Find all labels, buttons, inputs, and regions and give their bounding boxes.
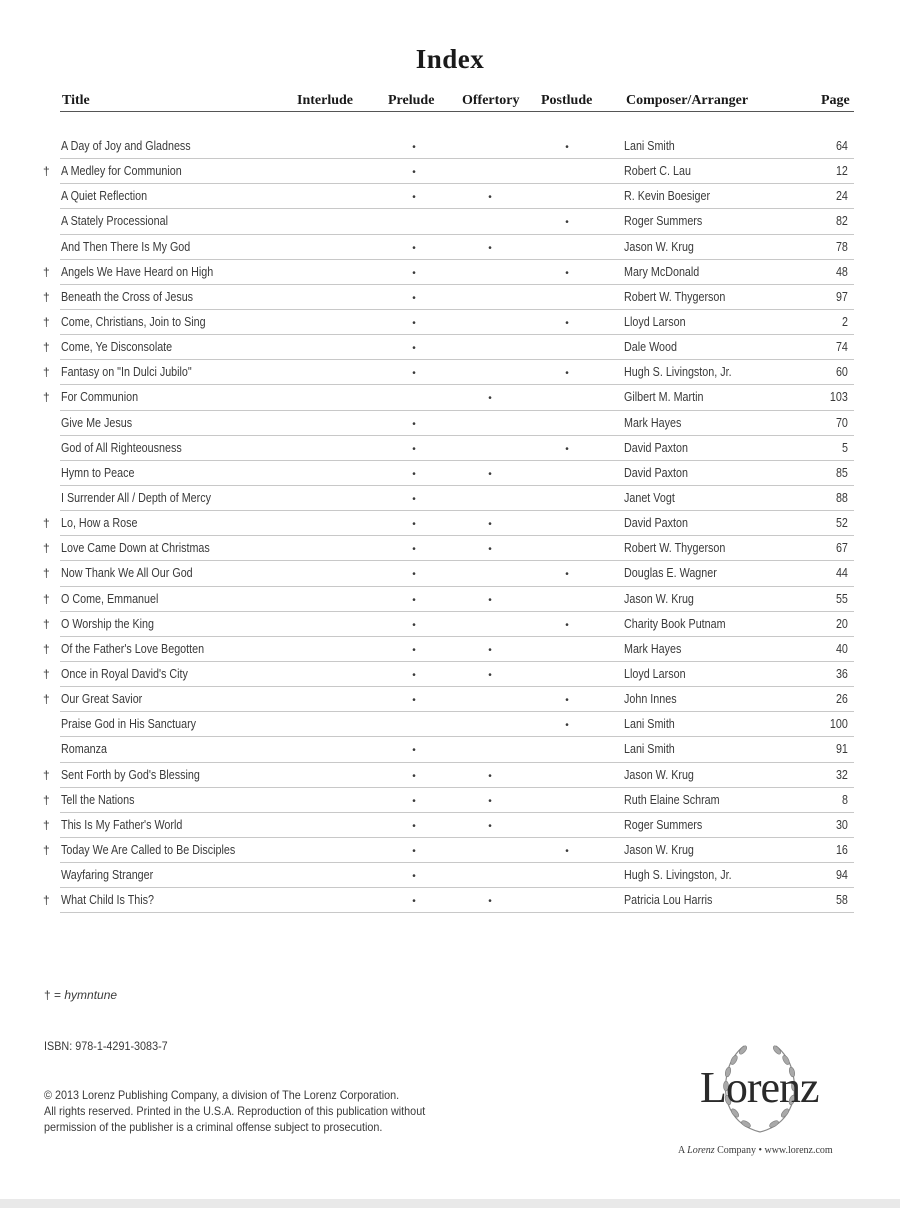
header-interlude: Interlude	[297, 93, 353, 108]
row-page: 32	[836, 767, 848, 782]
copyright-line: All rights reserved. Printed in the U.S.A. Reproduction of this publication without	[44, 1104, 426, 1118]
row-title: Angels We Have Heard on High	[61, 264, 214, 279]
header-offertory: Offertory	[462, 93, 520, 108]
prelude-mark: •	[412, 493, 416, 505]
hymntune-dagger: †	[43, 516, 50, 531]
prelude-mark: •	[412, 896, 416, 908]
offertory-mark: •	[488, 795, 492, 807]
postlude-mark: •	[565, 267, 569, 279]
table-row	[40, 235, 854, 260]
prelude-mark: •	[412, 594, 416, 606]
hymntune-dagger: †	[43, 616, 50, 631]
offertory-mark: •	[488, 242, 492, 254]
row-page: 36	[836, 666, 848, 681]
offertory-mark: •	[488, 770, 492, 782]
prelude-mark: •	[412, 569, 416, 581]
tagline-brand: Lorenz	[687, 1145, 715, 1156]
hymntune-dagger: †	[43, 641, 50, 656]
prelude-mark: •	[412, 242, 416, 254]
row-composer: Douglas E. Wagner	[624, 566, 717, 581]
row-composer: Patricia Lou Harris	[624, 893, 713, 908]
table-row	[40, 486, 854, 511]
hymntune-dagger: †	[43, 164, 50, 179]
copyright-line: © 2013 Lorenz Publishing Company, a division of The Lorenz Corporation.	[44, 1088, 400, 1102]
postlude-mark: •	[565, 695, 569, 707]
row-composer: Mary McDonald	[624, 264, 700, 279]
postlude-mark: •	[565, 317, 569, 329]
row-title: A Day of Joy and Gladness	[61, 139, 191, 153]
row-composer: Gilbert M. Martin	[624, 390, 704, 405]
prelude-mark: •	[412, 443, 416, 455]
hymntune-dagger: †	[43, 666, 50, 681]
postlude-mark: •	[565, 720, 569, 732]
offertory-mark: •	[488, 544, 492, 556]
row-composer: Hugh S. Livingston, Jr.	[624, 365, 732, 380]
postlude-mark: •	[565, 443, 569, 455]
row-title: Hymn to Peace	[61, 465, 135, 480]
row-page: 16	[836, 842, 848, 857]
prelude-mark: •	[412, 519, 416, 531]
prelude-mark: •	[412, 669, 416, 681]
row-title: O Come, Emmanuel	[61, 591, 159, 606]
row-composer: David Paxton	[624, 465, 688, 480]
copyright-notice	[44, 1087, 425, 1135]
row-page: 60	[836, 365, 848, 380]
table-row	[40, 285, 854, 310]
row-composer: David Paxton	[624, 516, 688, 531]
prelude-mark: •	[412, 192, 416, 204]
row-page: 97	[836, 289, 848, 304]
table-row	[40, 209, 854, 234]
row-title: A Quiet Reflection	[61, 189, 148, 204]
hymntune-dagger: †	[43, 390, 50, 405]
postlude-mark: •	[565, 368, 569, 380]
table-row	[40, 637, 854, 662]
row-page: 94	[836, 868, 848, 883]
row-page: 40	[836, 641, 848, 656]
row-page: 52	[836, 516, 848, 531]
header-prelude: Prelude	[388, 93, 435, 108]
row-page: 82	[836, 214, 848, 229]
row-page: 30	[836, 817, 848, 832]
row-composer: Ruth Elaine Schram	[624, 792, 720, 807]
row-page: 85	[836, 465, 848, 480]
row-composer: Janet Vogt	[624, 490, 675, 505]
hymntune-dagger: †	[43, 767, 50, 782]
publisher-tagline	[678, 1145, 833, 1156]
row-composer: Charity Book Putnam	[624, 616, 726, 631]
hymntune-dagger: †	[43, 340, 50, 355]
row-title: This Is My Father's World	[61, 817, 183, 832]
table-row	[40, 561, 854, 586]
row-title: Sent Forth by God's Blessing	[61, 767, 200, 782]
index-table	[40, 134, 854, 913]
row-composer: R. Kevin Boesiger	[624, 189, 711, 204]
row-title: Romanza	[61, 742, 108, 757]
table-row	[40, 184, 854, 209]
postlude-mark: •	[565, 142, 569, 153]
prelude-mark: •	[412, 845, 416, 857]
row-page: 70	[836, 415, 848, 430]
hymntune-dagger: †	[43, 692, 50, 707]
row-page: 58	[836, 893, 848, 908]
prelude-mark: •	[412, 695, 416, 707]
row-composer: Dale Wood	[624, 340, 677, 355]
hymntune-dagger: †	[43, 591, 50, 606]
prelude-mark: •	[412, 292, 416, 304]
prelude-mark: •	[412, 468, 416, 480]
prelude-mark: •	[412, 820, 416, 832]
row-title: Come, Christians, Join to Sing	[61, 314, 206, 329]
row-title: Wayfaring Stranger	[61, 868, 154, 883]
row-composer: Mark Hayes	[624, 641, 682, 656]
offertory-mark: •	[488, 669, 492, 681]
row-page: 44	[836, 566, 848, 581]
row-title: Lo, How a Rose	[61, 516, 138, 531]
table-row	[40, 587, 854, 612]
postlude-mark: •	[565, 845, 569, 857]
table-row	[40, 712, 854, 737]
row-title: A Medley for Communion	[61, 164, 182, 179]
row-page: 5	[842, 440, 848, 455]
row-page: 91	[836, 742, 848, 757]
row-title: I Surrender All / Depth of Mercy	[61, 490, 211, 505]
prelude-mark: •	[412, 745, 416, 757]
prelude-mark: •	[412, 142, 416, 153]
prelude-mark: •	[412, 871, 416, 883]
postlude-mark: •	[565, 569, 569, 581]
row-page: 67	[836, 541, 848, 556]
row-title: And Then There Is My God	[61, 239, 191, 254]
table-row	[40, 134, 854, 159]
table-row	[40, 863, 854, 888]
table-row	[40, 159, 854, 184]
row-title: Tell the Nations	[61, 792, 135, 807]
offertory-mark: •	[488, 468, 492, 480]
hymntune-dagger: †	[43, 893, 50, 908]
table-row	[40, 360, 854, 385]
offertory-mark: •	[488, 644, 492, 656]
table-row	[40, 838, 854, 863]
offertory-mark: •	[488, 594, 492, 606]
table-row	[40, 411, 854, 436]
table-row	[40, 335, 854, 360]
table-row	[40, 260, 854, 285]
table-row	[40, 511, 854, 536]
row-title: Come, Ye Disconsolate	[61, 340, 173, 355]
hymntune-dagger: †	[43, 817, 50, 832]
row-page: 48	[836, 264, 848, 279]
row-title: Fantasy on "In Dulci Jubilo"	[61, 365, 192, 380]
prelude-mark: •	[412, 544, 416, 556]
row-title: Beneath the Cross of Jesus	[61, 289, 194, 304]
prelude-mark: •	[412, 619, 416, 631]
row-page: 55	[836, 591, 848, 606]
table-row	[40, 461, 854, 486]
row-page: 26	[836, 692, 848, 707]
table-row	[40, 788, 854, 813]
table-row	[40, 536, 854, 561]
row-title: What Child Is This?	[61, 893, 155, 908]
row-composer: Jason W. Krug	[624, 239, 694, 254]
hymntune-dagger: †	[43, 289, 50, 304]
row-composer: Lloyd Larson	[624, 314, 686, 329]
row-page: 8	[842, 792, 848, 807]
lorenz-logo	[690, 1040, 860, 1140]
hymntune-dagger: †	[43, 314, 50, 329]
row-page: 74	[836, 340, 848, 355]
row-composer: Roger Summers	[624, 214, 703, 229]
hymntune-legend	[44, 988, 117, 1002]
row-composer: Hugh S. Livingston, Jr.	[624, 868, 732, 883]
row-title: Give Me Jesus	[61, 415, 133, 430]
tagline-suffix: Company • www.lorenz.com	[714, 1145, 833, 1156]
table-row	[40, 662, 854, 687]
row-title: God of All Righteousness	[61, 440, 182, 455]
tagline-prefix: A	[678, 1145, 688, 1156]
page-title: Index	[415, 44, 485, 74]
row-composer: Lloyd Larson	[624, 666, 686, 681]
row-page: 78	[836, 239, 848, 254]
offertory-mark: •	[488, 192, 492, 204]
copyright-line: permission of the publisher is a criminal offense subject to prosecution.	[44, 1120, 383, 1134]
row-composer: Jason W. Krug	[624, 842, 694, 857]
prelude-mark: •	[412, 167, 416, 179]
row-title: Our Great Savior	[61, 692, 143, 707]
row-title: Of the Father's Love Begotten	[61, 641, 205, 656]
row-composer: Robert W. Thygerson	[624, 289, 726, 304]
hymntune-dagger: †	[43, 842, 50, 857]
prelude-mark: •	[412, 343, 416, 355]
row-title: Once in Royal David's City	[61, 666, 188, 681]
table-row	[40, 813, 854, 838]
table-row	[40, 436, 854, 461]
postlude-mark: •	[565, 619, 569, 631]
postlude-mark: •	[565, 217, 569, 229]
row-page: 64	[836, 139, 848, 153]
offertory-mark: •	[488, 896, 492, 908]
legend-text: hymntune	[64, 988, 118, 1002]
table-row	[40, 763, 854, 788]
hymntune-dagger: †	[43, 264, 50, 279]
row-page: 12	[836, 164, 848, 179]
prelude-mark: •	[412, 418, 416, 430]
row-page: 88	[836, 490, 848, 505]
header-page: Page	[821, 93, 850, 108]
hymntune-dagger: †	[43, 541, 50, 556]
row-composer: David Paxton	[624, 440, 688, 455]
prelude-mark: •	[412, 644, 416, 656]
row-composer: Jason W. Krug	[624, 591, 694, 606]
header-postlude: Postlude	[541, 93, 593, 108]
offertory-mark: •	[488, 519, 492, 531]
row-composer: Roger Summers	[624, 817, 703, 832]
row-page: 20	[836, 616, 848, 631]
row-title: A Stately Processional	[61, 214, 168, 229]
row-composer: Jason W. Krug	[624, 767, 694, 782]
table-row	[40, 310, 854, 335]
isbn: ISBN: 978-1-4291-3083-7	[44, 1039, 168, 1053]
row-title: Praise God in His Sanctuary	[61, 717, 197, 732]
prelude-mark: •	[412, 317, 416, 329]
table-row	[40, 612, 854, 637]
row-title: Now Thank We All Our God	[61, 566, 193, 581]
row-composer: Robert W. Thygerson	[624, 541, 726, 556]
hymntune-dagger: †	[43, 365, 50, 380]
row-composer: Mark Hayes	[624, 415, 682, 430]
row-composer: Lani Smith	[624, 139, 675, 153]
page-bottom-edge	[0, 1199, 900, 1208]
header-title: Title	[62, 93, 90, 108]
row-page: 103	[830, 390, 848, 405]
offertory-mark: •	[488, 820, 492, 832]
row-page: 100	[830, 717, 848, 732]
table-row	[40, 687, 854, 712]
legend-symbol: † =	[44, 988, 65, 1002]
row-composer: John Innes	[624, 692, 677, 707]
row-page: 2	[842, 314, 848, 329]
prelude-mark: •	[412, 795, 416, 807]
table-row	[40, 737, 854, 762]
row-title: Love Came Down at Christmas	[61, 541, 210, 556]
row-title: O Worship the King	[61, 616, 155, 631]
offertory-mark: •	[488, 393, 492, 405]
row-composer: Lani Smith	[624, 717, 675, 732]
row-page: 24	[836, 189, 848, 204]
hymntune-dagger: †	[43, 566, 50, 581]
hymntune-dagger: †	[43, 792, 50, 807]
row-title: For Communion	[61, 390, 139, 405]
table-row	[40, 385, 854, 410]
prelude-mark: •	[412, 368, 416, 380]
row-composer: Robert C. Lau	[624, 164, 691, 179]
logo-wordmark: Lorenz	[700, 1063, 819, 1112]
row-title: Today We Are Called to Be Disciples	[61, 842, 236, 857]
header-composer: Composer/Arranger	[626, 93, 749, 108]
header-divider	[60, 111, 854, 112]
row-composer: Lani Smith	[624, 742, 675, 757]
table-row	[40, 888, 854, 913]
prelude-mark: •	[412, 267, 416, 279]
prelude-mark: •	[412, 770, 416, 782]
